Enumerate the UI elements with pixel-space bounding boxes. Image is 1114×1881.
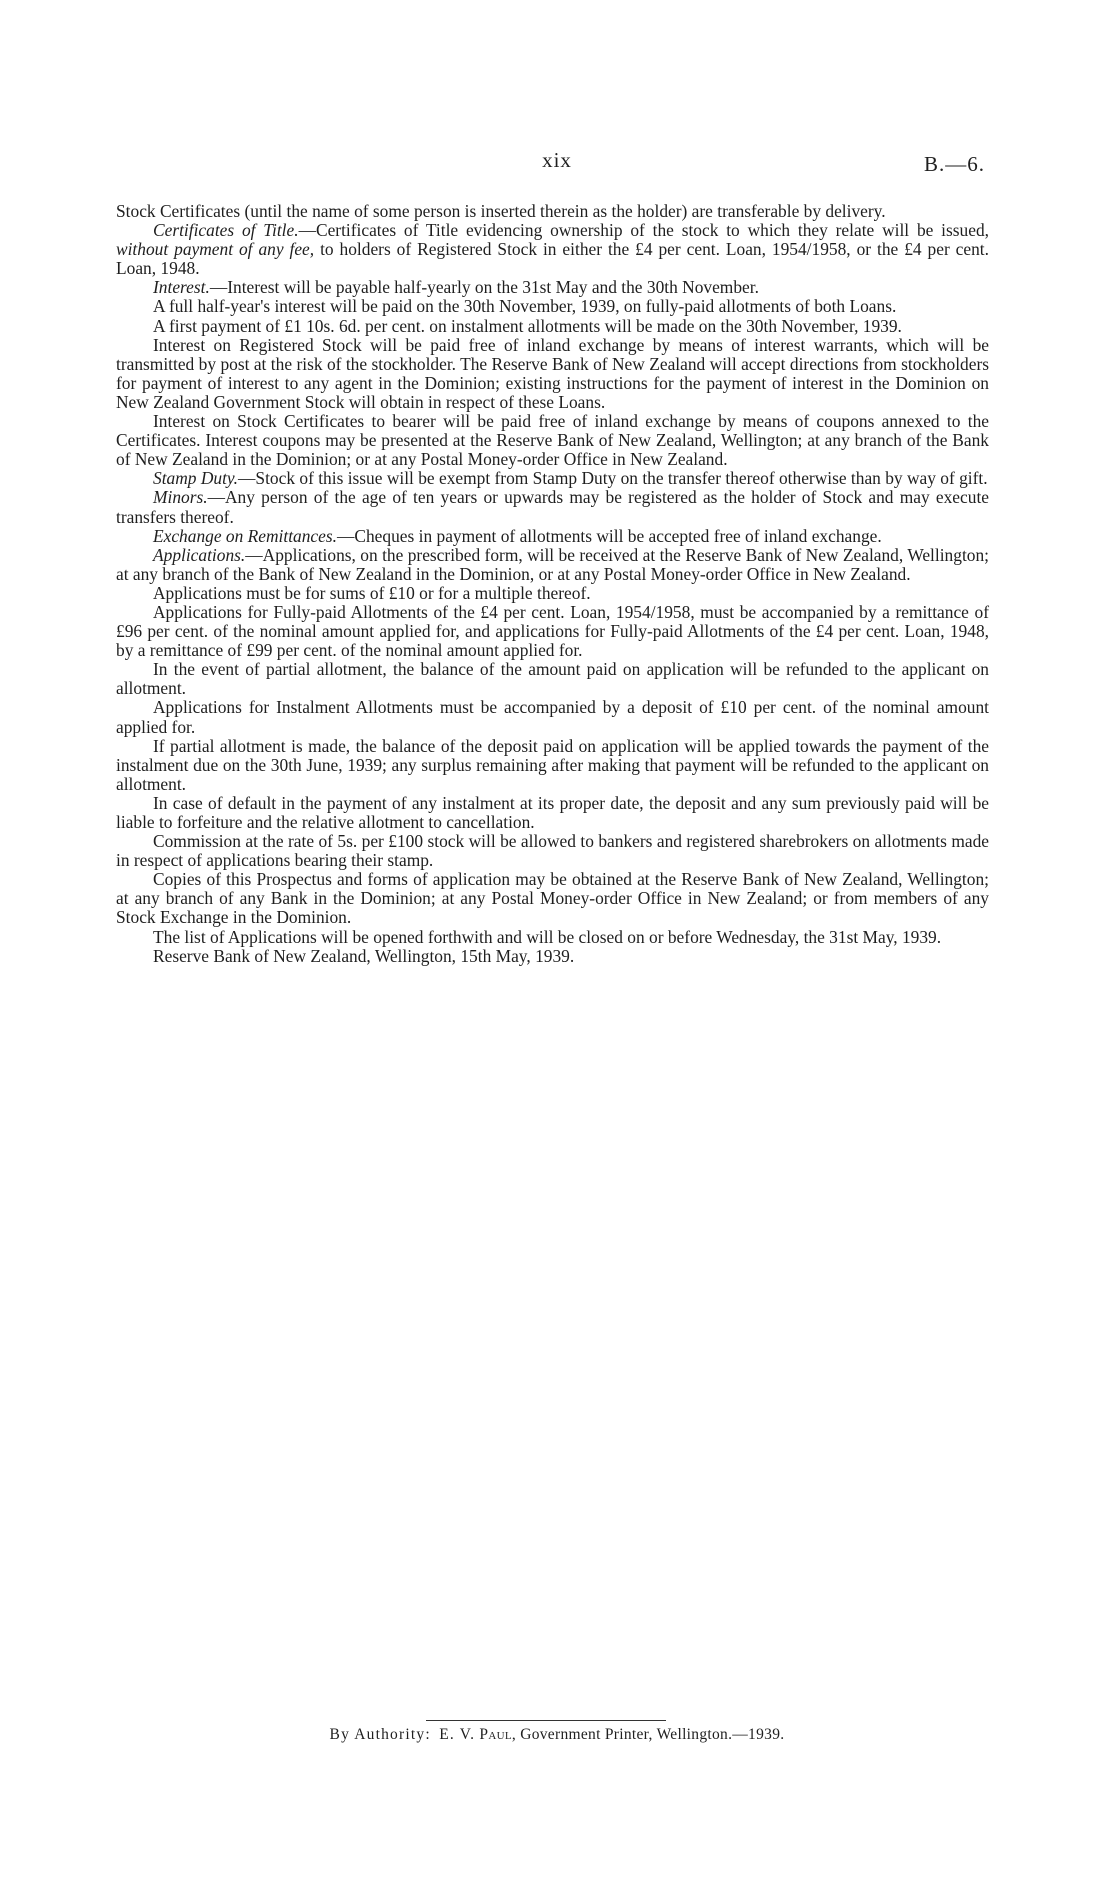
paragraph-text: Reserve Bank of New Zealand, Wellington, 15th May, 1939. bbox=[153, 945, 575, 966]
section-heading: Minors. bbox=[153, 487, 208, 508]
paragraph-text: The list of Applications will be opened forthwith and will be closed on or before Wednesday, the 31st May, 1939. bbox=[153, 926, 942, 947]
paragraph-partial-allotment-refund bbox=[116, 660, 989, 698]
paragraph-text: —Cheques in payment of allotments will be accepted free of inland exchange. bbox=[337, 525, 882, 546]
paragraph-text: A first payment of £1 10s. 6d. per cent. on instalment allotments will be made on the 30th November, 1939. bbox=[153, 315, 902, 336]
paragraph-bearer-interest bbox=[116, 412, 989, 469]
imprint-surname: Paul, bbox=[479, 1726, 517, 1743]
paragraph-certificates-of-title bbox=[116, 221, 989, 278]
footer-rule bbox=[426, 1720, 666, 1721]
paragraph-instalment-allotments bbox=[116, 698, 989, 736]
paragraph-minors bbox=[116, 488, 989, 526]
paragraph-default bbox=[116, 794, 989, 832]
page-number: xix bbox=[542, 148, 572, 172]
section-heading: Certificates of Title. bbox=[153, 220, 299, 241]
paragraph-half-year-interest bbox=[116, 297, 989, 316]
paragraph-interest bbox=[116, 278, 989, 297]
paragraph-text: Stock Certificates (until the name of some person is inserted therein as the holder) are transferable by delivery. bbox=[116, 201, 886, 221]
paragraph-registered-stock-interest bbox=[116, 336, 989, 412]
document-reference: B.—6. bbox=[923, 152, 985, 176]
paragraph-text: In case of default in the payment of any instalment at its proper date, the deposit and any sum previously paid will be liable to forfeiture and the relative allotment to cancellation. bbox=[116, 792, 989, 832]
paragraph-copies-of-prospectus bbox=[116, 870, 989, 927]
paragraph-fully-paid-allotments bbox=[116, 603, 989, 660]
paragraph-text: Interest on Stock Certificates to bearer will be paid free of inland exchange by means of coupons annexed to the Certificates. Interest coupons may be presented at the Reserve Bank of New Zealand, Wellington; at any branch of the Bank of New Zealand in the Dominion; or at any Postal Money-order Office in New Zealand. bbox=[116, 411, 989, 470]
paragraph-text: to holders of Registered Stock in either the £4 per cent. Loan, 1954/1958, or the £4 per cent. Loan, 1948. bbox=[116, 239, 989, 279]
paragraph-text: —Interest will be payable half-yearly on the 31st May and the 30th November. bbox=[209, 277, 759, 298]
section-heading: Interest. bbox=[153, 277, 210, 298]
paragraph-text: —Stock of this issue will be exempt from Stamp Duty on the transfer thereof otherwise than by way of gift. bbox=[238, 468, 988, 489]
imprint-suffix: Government Printer, Wellington.—1939. bbox=[520, 1726, 785, 1743]
paragraph-text: Applications must be for sums of £10 or for a multiple thereof. bbox=[153, 582, 591, 603]
paragraph-text: If partial allotment is made, the balance of the deposit paid on application will be applied towards the payment of the instalment due on the 30th June, 1939; any surplus remaining after making that payment will be refunded to the applicant on allotment. bbox=[116, 735, 989, 794]
printer-imprint bbox=[0, 1726, 1114, 1744]
paragraph-partial-allotment-deposit bbox=[116, 737, 989, 794]
paragraph-text: Commission at the rate of 5s. per £100 stock will be allowed to bankers and registered sharebrokers on allotments made in respect of applications bearing their stamp. bbox=[116, 831, 989, 871]
paragraph-text: A full half-year's interest will be paid on the 30th November, 1939, on fully-paid allotments of both Loans. bbox=[153, 296, 897, 317]
paragraph-text: Copies of this Prospectus and forms of application may be obtained at the Reserve Bank of New Zealand, Wellington; at any branch of any Bank in the Dominion; at any Postal Money-order Office in New Zealand; or from members of any Stock Exchange in the Dominion. bbox=[116, 869, 989, 928]
paragraph-transferability bbox=[116, 202, 989, 221]
paragraph-commission bbox=[116, 832, 989, 870]
paragraph-text: Applications for Fully-paid Allotments of the £4 per cent. Loan, 1954/1958, must be accompanied by a remittance of £96 per cent. of the nominal amount applied for, and applications for Fully-paid Allotments of the £4 per cent. Loan, 1948, by a remittance of £99 per cent. of the nominal amount applied for. bbox=[116, 601, 989, 661]
paragraph-application-sums bbox=[116, 584, 989, 603]
emphasis-text: without payment of any fee, bbox=[116, 239, 315, 260]
prospectus-body bbox=[116, 202, 989, 966]
paragraph-text: Applications for Instalment Allotments must be accompanied by a deposit of £10 per cent. of the nominal amount applied for. bbox=[116, 697, 989, 737]
paragraph-text: —Applications, on the prescribed form, will be received at the Reserve Bank of New Zealand, Wellington; at any branch of the Bank of New Zealand in the Dominion, or at any Postal Money-order Office in New Zealand. bbox=[116, 544, 989, 584]
section-heading: Stamp Duty. bbox=[153, 468, 239, 489]
paragraph-list-closing bbox=[116, 928, 989, 947]
paragraph-text: In the event of partial allotment, the balance of the amount paid on application will be refunded to the applicant on allotment. bbox=[116, 659, 989, 699]
paragraph-applications bbox=[116, 546, 989, 584]
paragraph-text: —Certificates of Title evidencing ownership of the stock to which they relate will be issued, bbox=[298, 220, 989, 241]
paragraph-stamp-duty bbox=[116, 469, 989, 488]
paragraph-text: —Any person of the age of ten years or upwards may be registered as the holder of Stock and may execute transfers thereof. bbox=[116, 487, 989, 527]
section-heading: Applications. bbox=[153, 544, 246, 565]
imprint-prefix: By Authority: bbox=[329, 1726, 431, 1743]
section-heading: Exchange on Remittances. bbox=[153, 525, 337, 546]
paragraph-first-payment bbox=[116, 317, 989, 336]
paragraph-text: Interest on Registered Stock will be paid free of inland exchange by means of interest warrants, which will be transmitted by post at the risk of the stockholder. The Reserve Bank of New Zealand will accept directions from stockholders for payment of interest to any agent in the Dominion; existing instructions for the payment of interest in the Dominion on New Zealand Government Stock will obtain in respect of these Loans. bbox=[116, 334, 989, 412]
imprint-initials: E. V. bbox=[439, 1726, 476, 1743]
paragraph-signature-line bbox=[116, 947, 989, 966]
paragraph-exchange-on-remittances bbox=[116, 527, 989, 546]
